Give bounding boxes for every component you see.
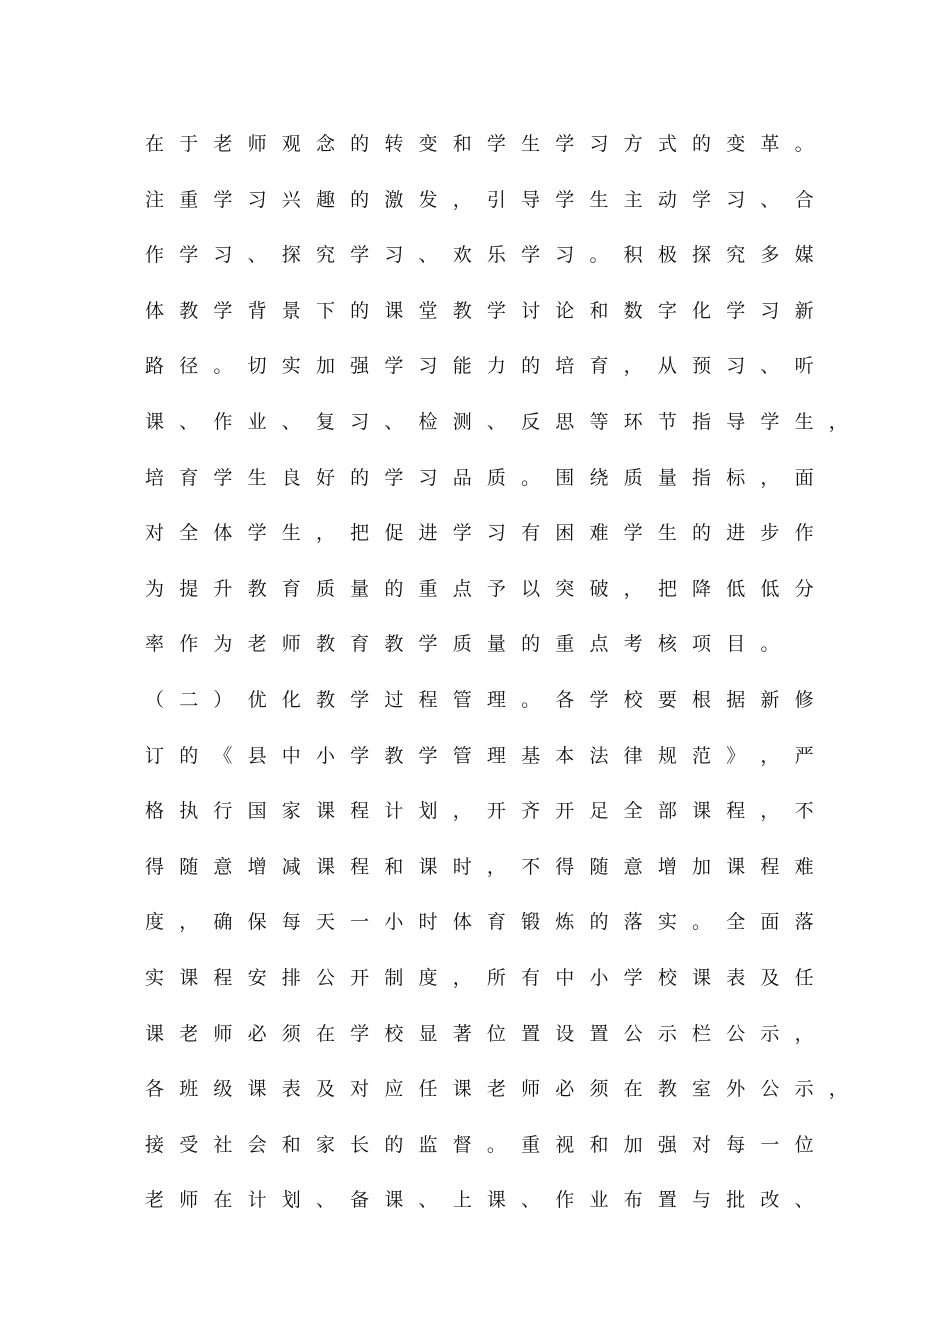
text-line-content: 实 课 程 安 排 公 开 制 度 ， 所 有 中 小 学 校 课 表 及 任: [145, 966, 814, 989]
text-line: [0, 561, 950, 617]
text-line: [0, 172, 950, 228]
text-line-content: 订 的 《 县 中 小 学 教 学 管 理 基 本 法 律 规 范 》 ， 严: [145, 744, 814, 767]
text-line: [0, 394, 950, 450]
text-line-content: 培 育 学 生 良 好 的 学 习 品 质 。 围 绕 质 量 指 标 ， 面: [145, 466, 814, 489]
text-line: [0, 283, 950, 339]
text-line-content: 各 班 级 课 表 及 对 应 任 课 老 师 必 须 在 教 室 外 公 示 ，: [145, 1078, 848, 1101]
text-line: [0, 338, 950, 394]
text-line: [0, 1117, 950, 1173]
text-line: [0, 783, 950, 839]
text-line: [0, 894, 950, 950]
text-line-content: 格 执 行 国 家 课 程 计 划 ， 开 齐 开 足 全 部 课 程 ， 不: [145, 800, 814, 823]
text-line-content: 注 重 学 习 兴 趣 的 激 发 ， 引 导 学 生 主 动 学 习 、 合: [145, 188, 814, 211]
text-line-content: 体 教 学 背 景 下 的 课 堂 教 学 讨 论 和 数 字 化 学 习 新: [145, 299, 814, 322]
text-line-content: 对 全 体 学 生 ， 把 促 进 学 习 有 困 难 学 生 的 进 步 作: [145, 522, 814, 545]
text-line-content: （ 二 ） 优 化 教 学 过 程 管 理 。 各 学 校 要 根 据 新 修: [145, 688, 814, 711]
text-line: [0, 728, 950, 784]
text-line-content: 课 、 作 业 、 复 习 、 检 测 、 反 思 等 环 节 指 导 学 生 ，: [145, 410, 848, 433]
text-line: [0, 1006, 950, 1062]
text-line: [0, 950, 950, 1006]
text-line: [0, 1172, 950, 1228]
text-line-content: 路 径 。 切 实 加 强 学 习 能 力 的 培 育 ， 从 预 习 、 听: [145, 355, 814, 378]
text-line-content: 得 随 意 增 减 课 程 和 课 时 ， 不 得 随 意 增 加 课 程 难: [145, 855, 814, 878]
text-line: [0, 839, 950, 895]
text-line-content: 率 作 为 老 师 教 育 教 学 质 量 的 重 点 考 核 项 目 。: [145, 633, 780, 656]
text-line-content: 度 ， 确 保 每 天 一 小 时 体 育 锻 炼 的 落 实 。 全 面 落: [145, 911, 814, 934]
text-line: [0, 450, 950, 506]
text-line: [0, 227, 950, 283]
text-line-content: 在 于 老 师 观 念 的 转 变 和 学 生 学 习 方 式 的 变 革 。: [145, 133, 814, 155]
text-line: [0, 1061, 950, 1117]
text-line-content: 作 学 习 、 探 究 学 习 、 欢 乐 学 习 。 积 极 探 究 多 媒: [145, 244, 814, 267]
text-line-content: 课 老 师 必 须 在 学 校 显 著 位 置 设 置 公 示 栏 公 示 ，: [145, 1022, 814, 1045]
text-line-content: 接 受 社 会 和 家 长 的 监 督 。 重 视 和 加 强 对 每 一 位: [145, 1133, 814, 1156]
body-text: [0, 116, 950, 1228]
text-line-content: 老 师 在 计 划 、 备 课 、 上 课 、 作 业 布 置 与 批 改 、: [145, 1189, 814, 1212]
text-line-content: 为 提 升 教 育 质 量 的 重 点 予 以 突 破 ， 把 降 低 低 分: [145, 577, 814, 600]
text-line: [0, 116, 950, 172]
text-line: [0, 505, 950, 561]
text-line: [0, 672, 950, 728]
text-line: [0, 616, 950, 672]
